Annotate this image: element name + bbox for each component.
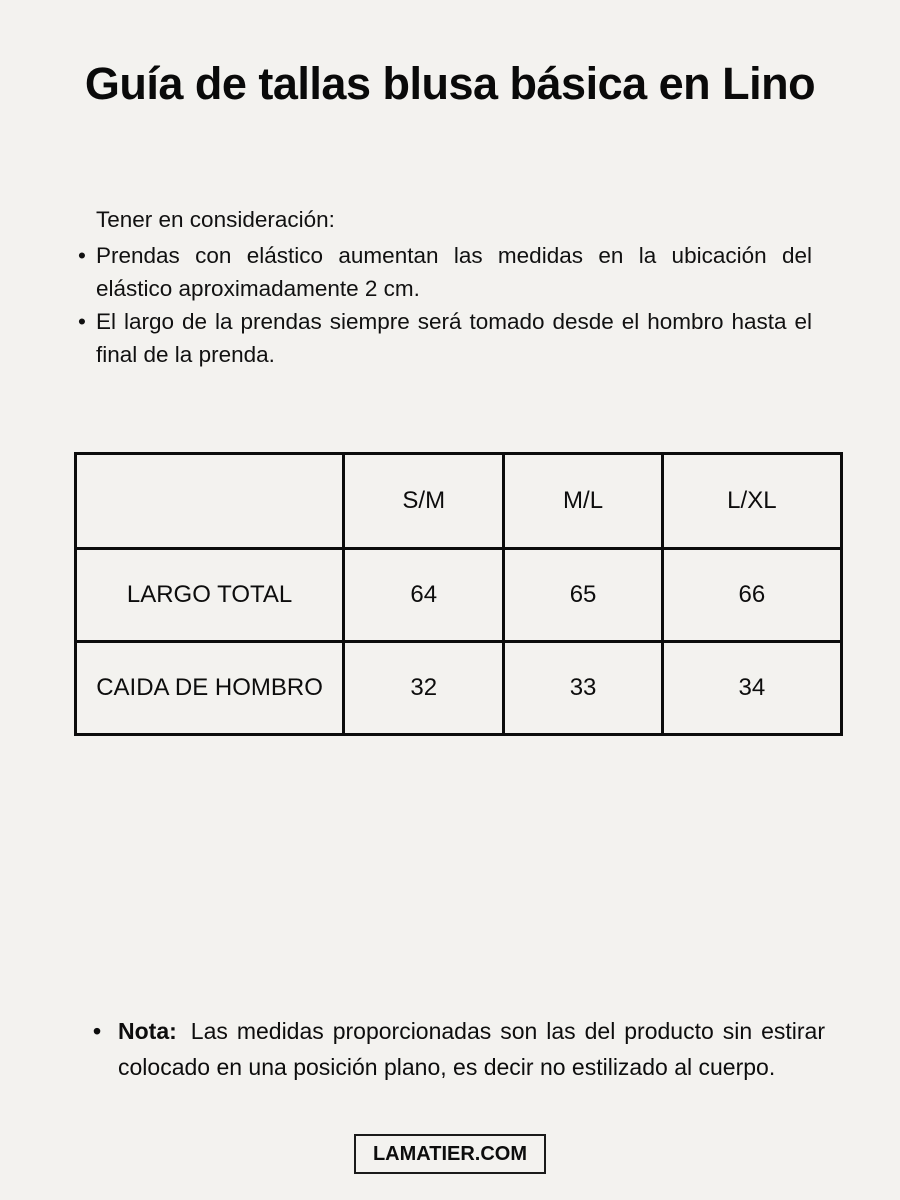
measurement-row-label: LARGO TOTAL bbox=[76, 549, 344, 642]
measurement-value: 65 bbox=[504, 549, 662, 642]
size-table-header-row bbox=[76, 454, 842, 549]
size-table-column-header: L/XL bbox=[662, 454, 841, 549]
size-table bbox=[74, 452, 843, 736]
note-text bbox=[93, 1013, 825, 1085]
size-table-corner-cell bbox=[76, 454, 344, 549]
measurement-row-label: CAIDA DE HOMBRO bbox=[76, 642, 344, 735]
size-table-column-header: M/L bbox=[504, 454, 662, 549]
footer bbox=[0, 1134, 900, 1174]
considerations-list bbox=[78, 239, 812, 371]
measurement-value: 33 bbox=[504, 642, 662, 735]
consideration-item: • El largo de la prendas siempre será tomado desde el hombro hasta el final de la prenda. bbox=[78, 305, 812, 371]
note-label: Nota: bbox=[118, 1018, 177, 1044]
page-title: Guía de tallas blusa básica en Lino bbox=[84, 58, 816, 109]
table-row bbox=[76, 642, 842, 735]
considerations-section bbox=[78, 203, 812, 371]
considerations-intro: Tener en consideración: bbox=[96, 207, 335, 232]
size-table-column-header: S/M bbox=[344, 454, 504, 549]
measurement-value: 34 bbox=[662, 642, 841, 735]
measurement-value: 32 bbox=[344, 642, 504, 735]
table-row bbox=[76, 549, 842, 642]
consideration-item: • Prendas con elástico aumentan las medidas en la ubicación del elástico aproximadamente 2 cm. bbox=[78, 239, 812, 305]
measurement-value: 66 bbox=[662, 549, 841, 642]
measurement-value: 64 bbox=[344, 549, 504, 642]
note-body-text: Las medidas proporcionadas son las del producto sin estirar colocado en una posición plano, es decir no estilizado al cuerpo. bbox=[118, 1018, 825, 1080]
note-section bbox=[93, 1013, 825, 1085]
brand-badge: LAMATIER.COM bbox=[354, 1134, 546, 1174]
